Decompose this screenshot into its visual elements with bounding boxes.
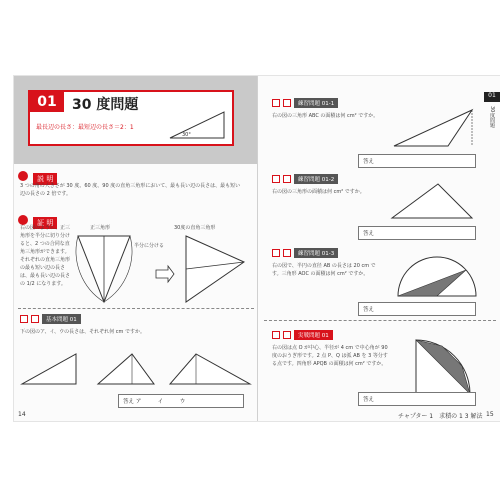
chapter-label: チャプター 1 求積の 1 3 解法 [398,413,483,420]
q2-header [272,174,338,184]
q1-check-2[interactable] [283,99,291,107]
q4-header [272,330,333,340]
q4-answer[interactable]: 答え [358,392,476,406]
q4-check-1[interactable] [272,331,280,339]
topic-title: 30 度問題 [72,97,139,113]
left-page [14,76,257,421]
explain-label: 説 明 [33,173,57,185]
side-tab-title: 30度問題 [489,106,495,128]
fig-label-equilateral: 正三角形 [90,225,111,231]
q3-text: 右の図で、半円の直径 AB の長さは 20 cm です。三角形 AOC の面積は何 cm² ですか。 [272,263,376,277]
topic-number-badge: 01 [30,92,64,112]
ratio-note: 最長辺の長さ：最短辺の長さ＝2：1 [36,124,134,131]
proof-text: 右の図のように、正三角形を半分に切り分けると、2 つの合同な直角三角形ができます。それぞれの直角三角形の最も短い辺の長さは、最も長い辺の長さの 1/2 になります。 [20,225,71,287]
q3-tag: 練習問題 01-3 [294,248,338,258]
q2-text: 右の図の三角形の面積は何 cm² ですか。 [272,189,365,195]
proof-label: 証 明 [33,217,57,229]
page-number-right: 15 [486,411,494,418]
practice-text: 下の図のア、イ、ウの長さは、それぞれ何 cm ですか。 [20,329,145,335]
q1-header [272,98,338,108]
fig-label-right-triangle: 30度の直角三角形 [174,225,216,231]
practice-header [20,314,81,324]
proof-figures [74,232,254,312]
right-page [258,76,500,421]
q2-check-1[interactable] [272,175,280,183]
divider-right [264,320,496,322]
q1-figure [388,106,478,152]
side-tab-number: 01 [484,92,500,102]
q3-figure [394,256,480,300]
check-box-2[interactable] [31,315,39,323]
check-box-1[interactable] [20,315,28,323]
info-icon [18,171,28,181]
q2-figure [388,180,480,224]
q2-answer[interactable]: 答え [358,226,476,240]
q4-check-2[interactable] [283,331,291,339]
q3-header [272,248,338,258]
q1-tag: 練習問題 01-1 [294,98,338,108]
q3-check-2[interactable] [283,249,291,257]
q4-tag: 実戦問題 01 [294,330,333,340]
practice-tag: 基本問題 01 [42,314,81,324]
answer-box[interactable]: 答え ア イ ウ [118,394,244,408]
svg-text:30°: 30° [182,132,191,138]
q2-tag: 練習問題 01-2 [294,174,338,184]
page-number-left: 14 [18,411,26,418]
practice-figures [18,338,254,390]
q3-check-1[interactable] [272,249,280,257]
q4-figure [410,336,484,400]
topic-header-box [28,90,234,146]
divider [18,308,254,310]
q3-answer[interactable]: 答え [358,302,476,316]
header-triangle-figure [168,108,226,140]
q2-check-2[interactable] [283,175,291,183]
explain-text: 3 つの角の大きさが 30 度、60 度、90 度の直角三角形において、最も長い辺の長さは、最も短い辺の長さの 2 倍です。 [20,183,241,197]
q1-text: 右の図の三角形 ABC の面積は何 cm² ですか。 [272,113,379,119]
fig-label-split: 半分に分ける [134,243,165,249]
q4-text: 右の図は点 O が中心、半径が 4 cm で中心角が 90 度のおうぎ形です。2 点 P、Q は弧 AB を 3 等分する点です。四角形 APQB の面積は何 cm² ですか。 [272,345,388,367]
q1-check-1[interactable] [272,99,280,107]
q1-answer[interactable]: 答え [358,154,476,168]
